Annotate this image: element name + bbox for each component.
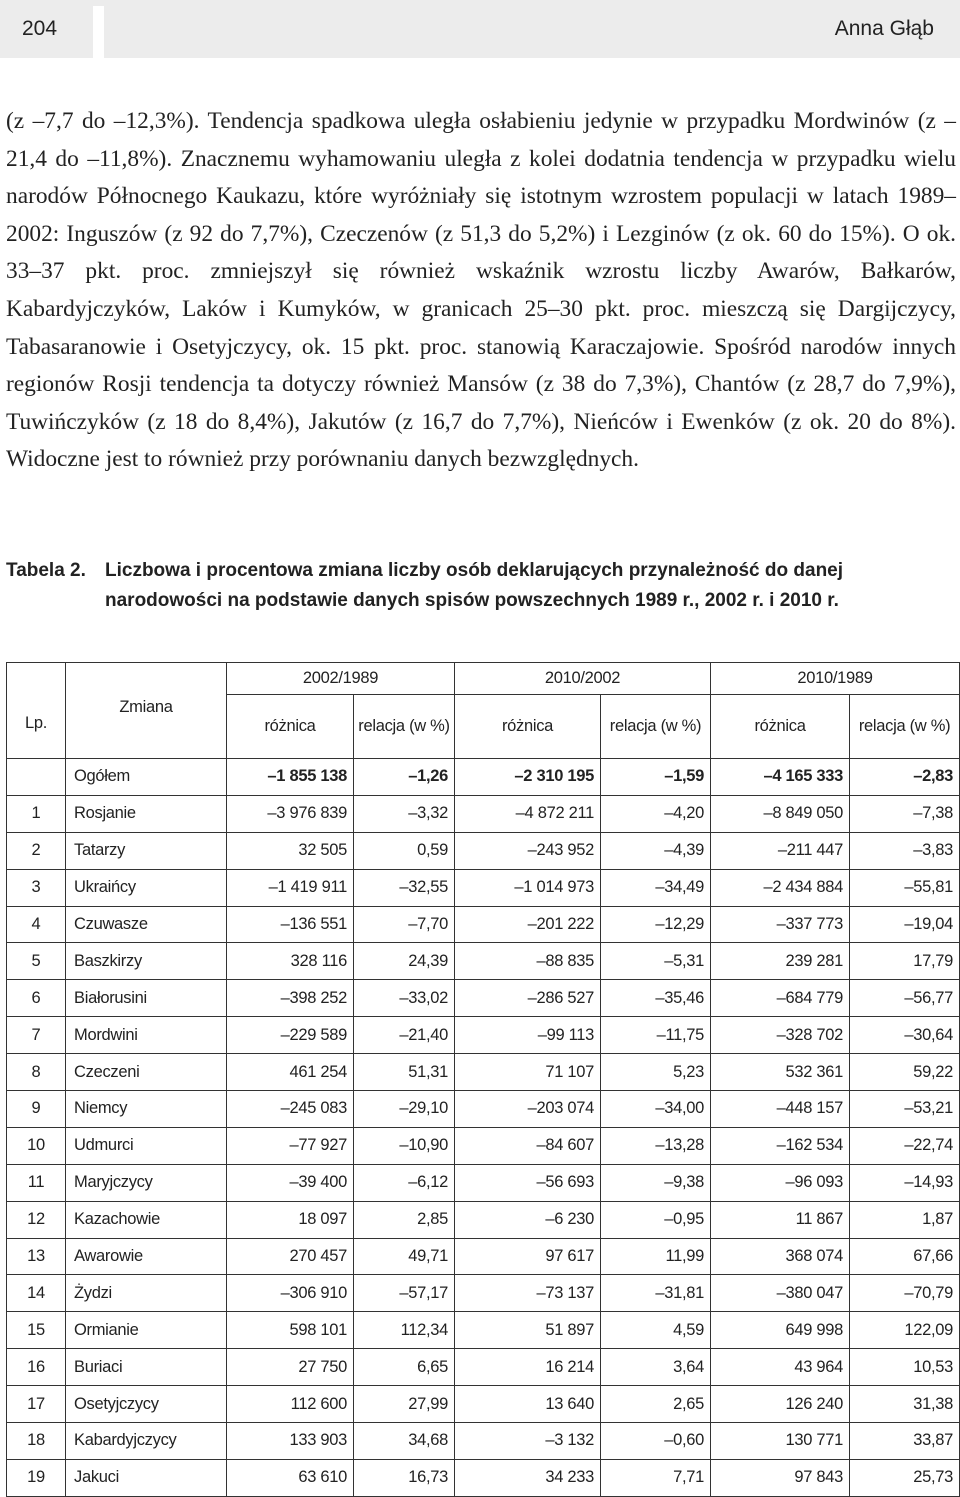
cell-value: 11 867: [711, 1201, 850, 1238]
cell-value: 2,85: [354, 1201, 455, 1238]
subheader-relation: relacja (w %): [354, 695, 455, 759]
row-name: Ogółem: [66, 759, 227, 796]
cell-value: 7,71: [601, 1459, 711, 1496]
subheader-difference: różnica: [455, 695, 601, 759]
cell-value: –0,60: [601, 1423, 711, 1460]
table-caption-text: Liczbowa i procentowa zmiana liczby osób deklarujących przynależność do danej narodowości na podstawie danych spisów powszechnych 1989 r., 2002 r. i 2010 r.: [105, 560, 844, 611]
row-name: Maryjczycy: [66, 1164, 227, 1201]
cell-value: –35,46: [601, 980, 711, 1017]
row-name: Ormianie: [66, 1312, 227, 1349]
table-row: [7, 832, 960, 869]
row-number: 9: [7, 1091, 66, 1128]
page-number: 204: [22, 17, 58, 40]
cell-value: 1,87: [850, 1201, 960, 1238]
cell-value: –4 872 211: [455, 795, 601, 832]
table-row: [7, 1238, 960, 1275]
cell-value: 112 600: [227, 1386, 354, 1423]
cell-value: 51 897: [455, 1312, 601, 1349]
cell-value: –1 855 138: [227, 759, 354, 796]
cell-value: 239 281: [711, 943, 850, 980]
cell-value: –7,70: [354, 906, 455, 943]
row-number: 1: [7, 795, 66, 832]
cell-value: 27,99: [354, 1386, 455, 1423]
cell-value: 43 964: [711, 1349, 850, 1386]
row-number: 5: [7, 943, 66, 980]
cell-value: –1,26: [354, 759, 455, 796]
cell-value: –31,81: [601, 1275, 711, 1312]
row-number: 17: [7, 1386, 66, 1423]
body-paragraph: [6, 103, 956, 479]
cell-value: 0,59: [354, 832, 455, 869]
cell-value: 24,39: [354, 943, 455, 980]
cell-value: –2 434 884: [711, 869, 850, 906]
subheader-difference: różnica: [711, 695, 850, 759]
table-row: [7, 1275, 960, 1312]
row-name: Jakuci: [66, 1459, 227, 1496]
row-name: Czuwasze: [66, 906, 227, 943]
cell-value: –306 910: [227, 1275, 354, 1312]
cell-value: –684 779: [711, 980, 850, 1017]
cell-value: –73 137: [455, 1275, 601, 1312]
row-number: 3: [7, 869, 66, 906]
cell-value: 649 998: [711, 1312, 850, 1349]
table-row: [7, 1459, 960, 1496]
cell-value: –88 835: [455, 943, 601, 980]
table-row: [7, 943, 960, 980]
cell-value: –55,81: [850, 869, 960, 906]
cell-value: –398 252: [227, 980, 354, 1017]
cell-value: –1,59: [601, 759, 711, 796]
row-name: Tatarzy: [66, 832, 227, 869]
cell-value: –34,49: [601, 869, 711, 906]
cell-value: –10,90: [354, 1127, 455, 1164]
row-number: 15: [7, 1312, 66, 1349]
row-name: Ukraińcy: [66, 869, 227, 906]
row-number: [7, 759, 66, 796]
table-row: [7, 1091, 960, 1128]
cell-value: 31,38: [850, 1386, 960, 1423]
cell-value: –7,38: [850, 795, 960, 832]
cell-value: –96 093: [711, 1164, 850, 1201]
cell-value: 126 240: [711, 1386, 850, 1423]
cell-value: –3 976 839: [227, 795, 354, 832]
table-row: [7, 1017, 960, 1054]
cell-value: 130 771: [711, 1423, 850, 1460]
row-name: Awarowie: [66, 1238, 227, 1275]
row-number: 4: [7, 906, 66, 943]
cell-value: –70,79: [850, 1275, 960, 1312]
cell-value: –21,40: [354, 1017, 455, 1054]
row-number: 6: [7, 980, 66, 1017]
cell-value: –9,38: [601, 1164, 711, 1201]
row-name: Kabardyjczycy: [66, 1423, 227, 1460]
table-row: [7, 980, 960, 1017]
table-row: [7, 1312, 960, 1349]
table-row: [7, 869, 960, 906]
col-header-zmiana: Zmiana: [66, 663, 227, 759]
cell-value: –13,28: [601, 1127, 711, 1164]
cell-value: –4,20: [601, 795, 711, 832]
cell-value: –245 083: [227, 1091, 354, 1128]
col-header-lp: Lp.: [7, 663, 66, 759]
cell-value: 59,22: [850, 1054, 960, 1091]
period-header-2010-1989: 2010/1989: [711, 663, 960, 695]
cell-value: –29,10: [354, 1091, 455, 1128]
table-caption-label: Tabela 2.: [6, 560, 86, 581]
cell-value: 368 074: [711, 1238, 850, 1275]
cell-value: 461 254: [227, 1054, 354, 1091]
row-number: 16: [7, 1349, 66, 1386]
cell-value: 51,31: [354, 1054, 455, 1091]
cell-value: 532 361: [711, 1054, 850, 1091]
cell-value: –4 165 333: [711, 759, 850, 796]
row-number: 2: [7, 832, 66, 869]
cell-value: 5,23: [601, 1054, 711, 1091]
cell-value: –12,29: [601, 906, 711, 943]
cell-value: 97 843: [711, 1459, 850, 1496]
cell-value: 25,73: [850, 1459, 960, 1496]
cell-value: –162 534: [711, 1127, 850, 1164]
row-number: 13: [7, 1238, 66, 1275]
row-name: Osetyjczycy: [66, 1386, 227, 1423]
table-row: [7, 906, 960, 943]
subheader-difference: różnica: [227, 695, 354, 759]
cell-value: 33,87: [850, 1423, 960, 1460]
cell-value: 4,59: [601, 1312, 711, 1349]
row-number: 19: [7, 1459, 66, 1496]
cell-value: –243 952: [455, 832, 601, 869]
cell-value: 598 101: [227, 1312, 354, 1349]
cell-value: –3,83: [850, 832, 960, 869]
row-name: Żydzi: [66, 1275, 227, 1312]
cell-value: –5,31: [601, 943, 711, 980]
data-table: [6, 662, 960, 1497]
cell-value: –4,39: [601, 832, 711, 869]
row-name: Mordwini: [66, 1017, 227, 1054]
cell-value: 2,65: [601, 1386, 711, 1423]
total-row: [7, 759, 960, 796]
cell-value: 6,65: [354, 1349, 455, 1386]
row-name: Białorusini: [66, 980, 227, 1017]
cell-value: 34 233: [455, 1459, 601, 1496]
cell-value: –2,83: [850, 759, 960, 796]
cell-value: 63 610: [227, 1459, 354, 1496]
row-number: 12: [7, 1201, 66, 1238]
cell-value: –1 014 973: [455, 869, 601, 906]
page-header: [0, 0, 960, 58]
table-row: [7, 1054, 960, 1091]
cell-value: –0,95: [601, 1201, 711, 1238]
cell-value: 49,71: [354, 1238, 455, 1275]
row-number: 10: [7, 1127, 66, 1164]
table-row: [7, 1201, 960, 1238]
cell-value: 328 116: [227, 943, 354, 980]
row-name: Buriaci: [66, 1349, 227, 1386]
cell-value: –99 113: [455, 1017, 601, 1054]
cell-value: 17,79: [850, 943, 960, 980]
cell-value: –229 589: [227, 1017, 354, 1054]
cell-value: –448 157: [711, 1091, 850, 1128]
cell-value: 97 617: [455, 1238, 601, 1275]
cell-value: 16,73: [354, 1459, 455, 1496]
cell-value: –84 607: [455, 1127, 601, 1164]
row-name: Baszkirzy: [66, 943, 227, 980]
row-name: Udmurci: [66, 1127, 227, 1164]
row-number: 11: [7, 1164, 66, 1201]
cell-value: 11,99: [601, 1238, 711, 1275]
cell-value: –32,55: [354, 869, 455, 906]
cell-value: –53,21: [850, 1091, 960, 1128]
cell-value: –33,02: [354, 980, 455, 1017]
table-row: [7, 1386, 960, 1423]
cell-value: 16 214: [455, 1349, 601, 1386]
subheader-relation: relacja (w %): [850, 695, 960, 759]
cell-value: –6 230: [455, 1201, 601, 1238]
cell-value: 67,66: [850, 1238, 960, 1275]
cell-value: 10,53: [850, 1349, 960, 1386]
cell-value: –11,75: [601, 1017, 711, 1054]
cell-value: –2 310 195: [455, 759, 601, 796]
cell-value: –1 419 911: [227, 869, 354, 906]
cell-value: –19,04: [850, 906, 960, 943]
paragraph-text: (z –7,7 do –12,3%). Tendencja spadkowa uległa osłabieniu jedynie w przypadku Mordwinów (z –21,4 do –11,8%). Znacznemu wyhamowaniu uległa z kolei dodatnia tendencja w przypadku wielu narodów Północnego Kaukazu, które wyróżniały się istotnym wzrostem populacji w latach 1989–2002: Inguszów (z 92 do 7,7%), Czeczenów (z 51,3 do 5,2%) i Lezginów (z ok. 60 do 15%). O ok. 33–37 pkt. proc. zmniejszył się również wskaźnik wzrostu liczby Awarów, Bałkarów, Kabardyjczyków, Laków i Kumyków, w granicach 25–30 pkt. proc. mieszczą się Dargijczycy, Tabasaranowie i Osetyjczycy, ok. 15 pkt. proc. stanowią Karaczajowie. Spośród narodów innych regionów Rosji tendencja ta dotyczy również Mansów (z 38 do 7,3%), Chantów (z 28,7 do 7,9%), Tuwińczyków (z 18 do 8,4%), Jakutów (z 16,7 do 7,7%), Nieńców i Ewenków (z ok. 20 do 8%). Widoczne jest to również przy porównaniu danych bezwzględnych.: [6, 108, 956, 473]
table-row: [7, 1127, 960, 1164]
cell-value: –30,64: [850, 1017, 960, 1054]
row-name: Kazachowie: [66, 1201, 227, 1238]
cell-value: –337 773: [711, 906, 850, 943]
cell-value: –286 527: [455, 980, 601, 1017]
cell-value: 122,09: [850, 1312, 960, 1349]
cell-value: 18 097: [227, 1201, 354, 1238]
table-row: [7, 1164, 960, 1201]
row-number: 18: [7, 1423, 66, 1460]
header-divider: [93, 6, 104, 58]
row-name: Rosjanie: [66, 795, 227, 832]
cell-value: –211 447: [711, 832, 850, 869]
cell-value: 32 505: [227, 832, 354, 869]
cell-value: –56,77: [850, 980, 960, 1017]
cell-value: –57,17: [354, 1275, 455, 1312]
period-header-2002-1989: 2002/1989: [227, 663, 455, 695]
cell-value: 3,64: [601, 1349, 711, 1386]
row-name: Niemcy: [66, 1091, 227, 1128]
cell-value: 71 107: [455, 1054, 601, 1091]
cell-value: –203 074: [455, 1091, 601, 1128]
cell-value: –6,12: [354, 1164, 455, 1201]
cell-value: 133 903: [227, 1423, 354, 1460]
cell-value: –3,32: [354, 795, 455, 832]
cell-value: –39 400: [227, 1164, 354, 1201]
cell-value: 13 640: [455, 1386, 601, 1423]
running-head-author: Anna Głąb: [834, 17, 934, 40]
row-number: 14: [7, 1275, 66, 1312]
table-body: [7, 759, 960, 1497]
table-row: [7, 1423, 960, 1460]
cell-value: 34,68: [354, 1423, 455, 1460]
row-name: Czeczeni: [66, 1054, 227, 1091]
cell-value: –14,93: [850, 1164, 960, 1201]
cell-value: –3 132: [455, 1423, 601, 1460]
cell-value: –77 927: [227, 1127, 354, 1164]
cell-value: 270 457: [227, 1238, 354, 1275]
cell-value: –8 849 050: [711, 795, 850, 832]
table-row: [7, 1349, 960, 1386]
cell-value: –34,00: [601, 1091, 711, 1128]
cell-value: –328 702: [711, 1017, 850, 1054]
cell-value: –136 551: [227, 906, 354, 943]
cell-value: –22,74: [850, 1127, 960, 1164]
cell-value: –201 222: [455, 906, 601, 943]
cell-value: 112,34: [354, 1312, 455, 1349]
cell-value: –56 693: [455, 1164, 601, 1201]
cell-value: –380 047: [711, 1275, 850, 1312]
subheader-relation: relacja (w %): [601, 695, 711, 759]
cell-value: 27 750: [227, 1349, 354, 1386]
row-number: 8: [7, 1054, 66, 1091]
table-row: [7, 795, 960, 832]
row-number: 7: [7, 1017, 66, 1054]
period-header-2010-2002: 2010/2002: [455, 663, 711, 695]
